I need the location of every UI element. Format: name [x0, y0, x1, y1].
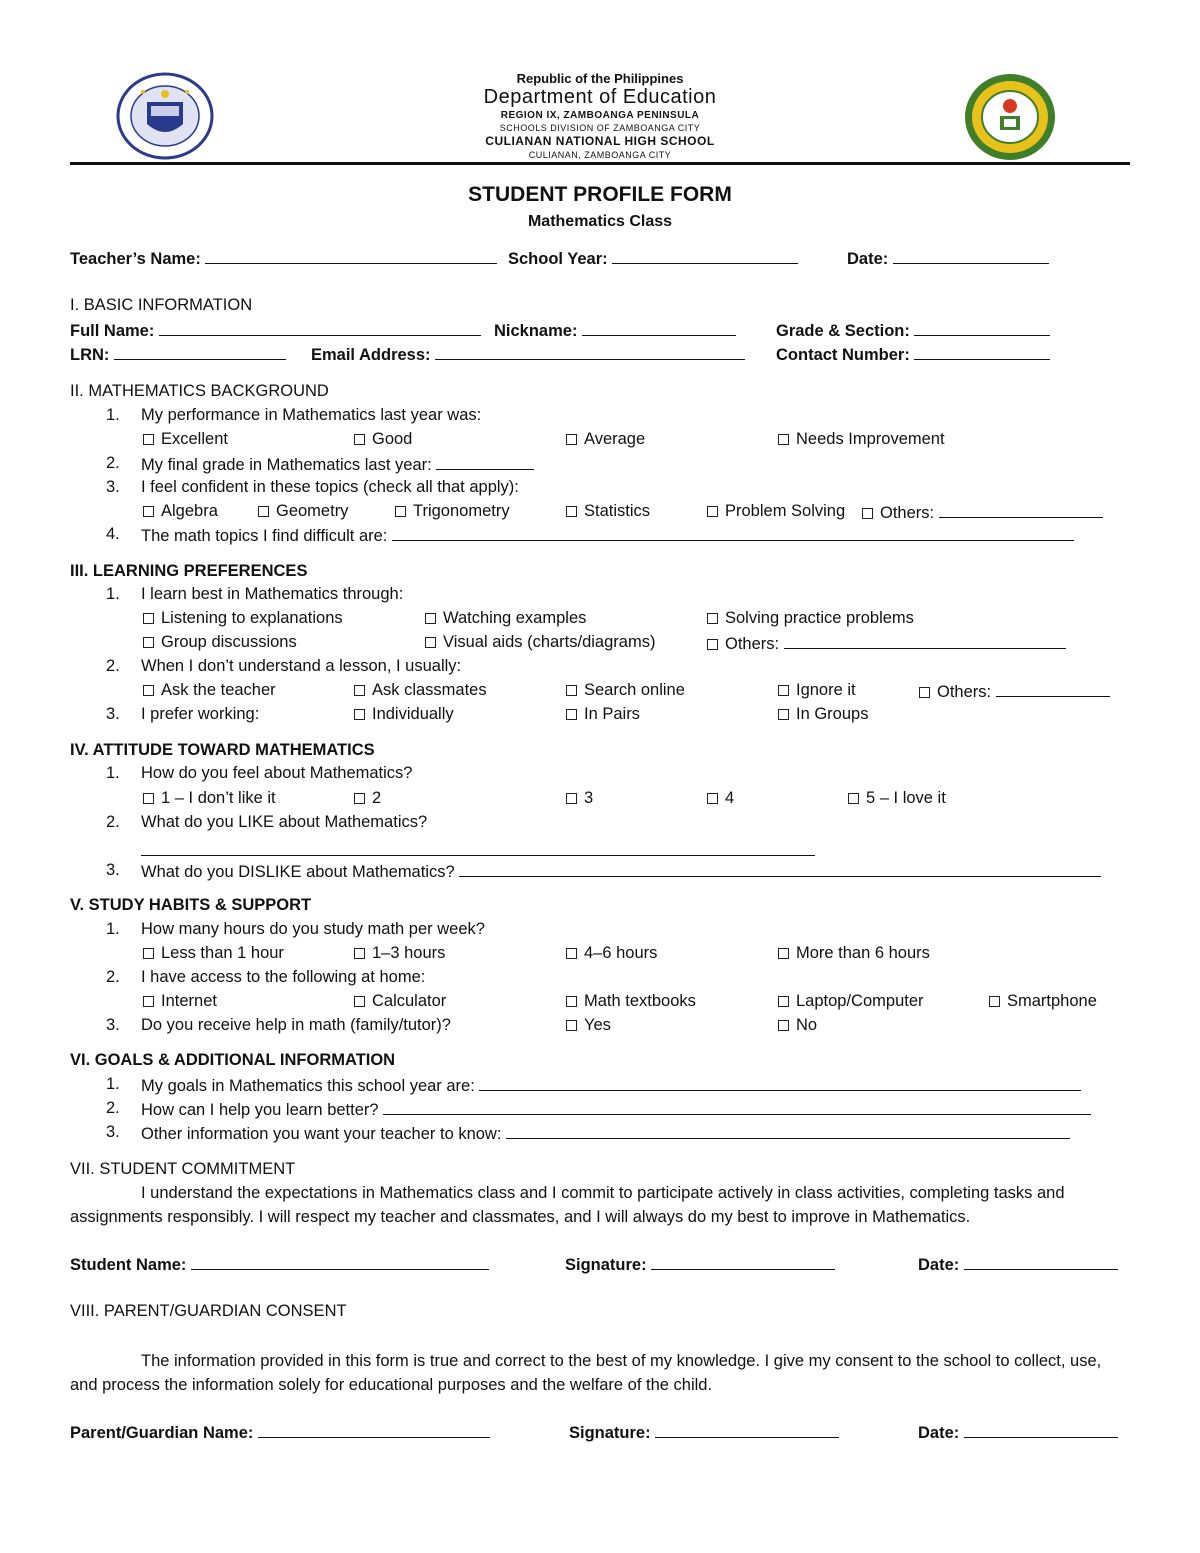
- checkbox-search-online[interactable]: [566, 681, 685, 700]
- checkbox-learning-others[interactable]: [707, 633, 1066, 654]
- s4-q3-text: What do you DISLIKE about Mathematics?: [141, 863, 455, 881]
- student-date-field[interactable]: [918, 1254, 1118, 1275]
- teacher-name-label: Teacher’s Name:: [70, 250, 201, 268]
- checkbox-excellent[interactable]: [143, 430, 228, 449]
- s5-q1-text: How many hours do you study math per week?: [141, 920, 485, 938]
- checkbox-good[interactable]: [354, 430, 412, 449]
- section-7-heading: VII. STUDENT COMMITMENT: [70, 1160, 296, 1178]
- item-number: 3.: [106, 478, 120, 496]
- option-label: Internet: [161, 992, 217, 1010]
- dislike-field[interactable]: [141, 861, 1101, 882]
- nickname-label: Nickname:: [494, 322, 578, 340]
- option-label: More than 6 hours: [796, 944, 930, 962]
- checkbox-rating-4[interactable]: [707, 789, 734, 808]
- checkbox-in-groups[interactable]: [778, 705, 868, 724]
- section-8-heading: VIII. PARENT/GUARDIAN CONSENT: [70, 1302, 347, 1320]
- option-label: Trigonometry: [413, 502, 510, 520]
- option-label: Ask classmates: [372, 681, 487, 699]
- item-number: 1.: [106, 1075, 120, 1093]
- full-name-field[interactable]: [70, 320, 481, 341]
- item-number: 2.: [106, 1099, 120, 1117]
- option-label: Yes: [584, 1016, 611, 1034]
- checkbox-4-6-hours[interactable]: [566, 944, 657, 963]
- checkbox-icon: [778, 685, 789, 696]
- checkbox-icon: [566, 434, 577, 445]
- checkbox-icon: [143, 793, 154, 804]
- option-label: Problem Solving: [725, 502, 846, 520]
- checkbox-icon: [862, 508, 873, 519]
- option-label: 5 – I love it: [866, 789, 946, 807]
- checkbox-icon: [566, 506, 577, 517]
- checkbox-trigonometry[interactable]: [395, 502, 510, 521]
- checkbox-in-pairs[interactable]: [566, 705, 640, 724]
- checkbox-icon: [354, 948, 365, 959]
- item-number: 1.: [106, 764, 120, 782]
- checkbox-icon: [566, 709, 577, 720]
- checkbox-ignore-it[interactable]: [778, 681, 856, 700]
- lrn-label: LRN:: [70, 346, 110, 364]
- option-label: Group discussions: [161, 633, 297, 651]
- checkbox-rating-5[interactable]: [848, 789, 946, 808]
- student-date-label: Date:: [918, 1256, 960, 1274]
- checkbox-rating-1[interactable]: [143, 789, 276, 808]
- option-label: Excellent: [161, 430, 228, 448]
- full-name-label: Full Name:: [70, 322, 155, 340]
- option-label: 4: [725, 789, 735, 807]
- goals-field[interactable]: [141, 1075, 1081, 1096]
- checkbox-help-yes[interactable]: [566, 1016, 611, 1035]
- option-label: Needs Improvement: [796, 430, 945, 448]
- item-number: 2.: [106, 968, 120, 986]
- item-number: 3.: [106, 1016, 120, 1034]
- section-4-heading: IV. ATTITUDE TOWARD MATHEMATICS: [70, 741, 375, 759]
- option-label: Watching examples: [443, 609, 587, 627]
- checkbox-icon: [354, 685, 365, 696]
- consent-text: The information provided in this form is true and correct to the best of my knowledge. I give my consent to the school to collect, use, and process the information solely for educational purposes and the welfare of the child.: [70, 1352, 1102, 1394]
- checkbox-topics-others[interactable]: [862, 502, 1103, 523]
- checkbox-icon: [425, 613, 436, 624]
- parent-name-field[interactable]: [70, 1422, 490, 1443]
- commitment-text: I understand the expectations in Mathematics class and I commit to participate actively in class activities, completing tasks and assignments responsibly. I will respect my teacher and classmates, and I will always do my best to improve in Mathematics.: [70, 1184, 1065, 1226]
- item-number: 1.: [106, 406, 120, 424]
- header-address: CULIANAN, ZAMBOANGA CITY: [528, 150, 672, 160]
- checkbox-icon: [143, 637, 154, 648]
- checkbox-more-than-6-hours[interactable]: [778, 944, 930, 963]
- other-info-field[interactable]: [141, 1123, 1070, 1144]
- section-3-heading: III. LEARNING PREFERENCES: [70, 562, 308, 580]
- checkbox-icon: [566, 996, 577, 1007]
- checkbox-average[interactable]: [566, 430, 645, 449]
- header-divider: [70, 162, 1130, 165]
- parent-date-field[interactable]: [918, 1422, 1118, 1443]
- checkbox-math-textbooks[interactable]: [566, 992, 696, 1011]
- checkbox-icon: [778, 1020, 789, 1031]
- header-school: CULIANAN NATIONAL HIGH SCHOOL: [485, 134, 715, 148]
- student-name-field[interactable]: [70, 1254, 489, 1275]
- option-label: 2: [372, 789, 382, 807]
- checkbox-less-than-1-hour[interactable]: [143, 944, 284, 963]
- option-label: 4–6 hours: [584, 944, 658, 962]
- checkbox-icon: [989, 996, 1000, 1007]
- student-signature-label: Signature:: [565, 1256, 647, 1274]
- checkbox-icon: [258, 506, 269, 517]
- option-label: Others:: [725, 635, 780, 653]
- parent-signature-label: Signature:: [569, 1424, 651, 1442]
- contact-number-label: Contact Number:: [776, 346, 910, 364]
- option-label: Individually: [372, 705, 454, 723]
- section-2-heading: II. MATHEMATICS BACKGROUND: [70, 382, 329, 400]
- checkbox-rating-2[interactable]: [354, 789, 381, 808]
- page-title: STUDENT PROFILE FORM: [468, 183, 732, 206]
- checkbox-icon: [143, 685, 154, 696]
- checkbox-icon: [354, 996, 365, 1007]
- option-label: 1–3 hours: [372, 944, 446, 962]
- option-label: Smartphone: [1007, 992, 1097, 1010]
- item-number: 1.: [106, 585, 120, 603]
- checkbox-ask-classmates[interactable]: [354, 681, 487, 700]
- header-republic: Republic of the Philippines: [516, 71, 684, 86]
- checkbox-icon: [143, 613, 154, 624]
- header-division: SCHOOLS DIVISION OF ZAMBOANGA CITY: [499, 123, 701, 133]
- difficult-topics-field[interactable]: [141, 525, 1074, 546]
- page-subtitle: Mathematics Class: [527, 213, 673, 230]
- grade-section-field[interactable]: [776, 320, 1050, 341]
- option-label: Ignore it: [796, 681, 856, 699]
- option-label: Solving practice problems: [725, 609, 914, 627]
- school-year-label: School Year:: [508, 250, 608, 268]
- nickname-field[interactable]: [494, 320, 736, 341]
- checkbox-icon: [707, 613, 718, 624]
- parent-name-label: Parent/Guardian Name:: [70, 1424, 254, 1442]
- s2-q2-text: My final grade in Mathematics last year:: [141, 456, 432, 474]
- checkbox-icon: [354, 793, 365, 804]
- final-grade-field[interactable]: [141, 454, 534, 475]
- checkbox-needs-improvement[interactable]: [778, 430, 945, 449]
- option-label: No: [796, 1016, 818, 1034]
- lrn-field[interactable]: [70, 344, 286, 365]
- s6-q3-text: Other information you want your teacher to know:: [141, 1125, 502, 1143]
- checkbox-practice-problems[interactable]: [707, 609, 914, 628]
- student-name-label: Student Name:: [70, 1256, 187, 1274]
- checkbox-rating-3[interactable]: [566, 789, 593, 808]
- checkbox-calculator[interactable]: [354, 992, 446, 1011]
- checkbox-group-discussions[interactable]: [143, 633, 297, 652]
- top-date-field[interactable]: [847, 248, 1049, 269]
- checkbox-icon: [848, 793, 859, 804]
- checkbox-icon: [707, 506, 718, 517]
- option-label: In Groups: [796, 705, 869, 723]
- option-label: Visual aids (charts/diagrams): [443, 633, 656, 651]
- contact-number-field[interactable]: [776, 344, 1050, 365]
- option-label: 3: [584, 789, 594, 807]
- checkbox-watching-examples[interactable]: [425, 609, 586, 628]
- s6-q2-text: How can I help you learn better?: [141, 1101, 379, 1119]
- header-region: REGION IX, ZAMBOANGA PENINSULA: [500, 110, 700, 121]
- email-field[interactable]: [311, 344, 745, 365]
- option-label: Good: [372, 430, 413, 448]
- checkbox-individually[interactable]: [354, 705, 454, 724]
- student-signature-field[interactable]: [565, 1254, 835, 1275]
- option-label: Geometry: [276, 502, 349, 520]
- option-label: Average: [584, 430, 646, 448]
- s2-q3-text: I feel confident in these topics (check all that apply):: [141, 478, 519, 496]
- option-label: Ask the teacher: [161, 681, 276, 699]
- s3-q3-text: I prefer working:: [141, 705, 260, 723]
- checkbox-visual-aids[interactable]: [425, 633, 655, 652]
- s2-q4-text: The math topics I find difficult are:: [141, 527, 388, 545]
- option-label: Algebra: [161, 502, 218, 520]
- item-number: 1.: [106, 920, 120, 938]
- s4-q2-text: What do you LIKE about Mathematics?: [141, 813, 428, 831]
- checkbox-icon: [566, 685, 577, 696]
- option-label: Search online: [584, 681, 685, 699]
- checkbox-icon: [707, 793, 718, 804]
- option-label: Math textbooks: [584, 992, 696, 1010]
- checkbox-icon: [566, 1020, 577, 1031]
- checkbox-icon: [919, 687, 930, 698]
- email-label: Email Address:: [311, 346, 431, 364]
- s2-q1-text: My performance in Mathematics last year was:: [141, 406, 482, 424]
- like-answer-line[interactable]: [141, 840, 815, 856]
- checkbox-icon: [143, 506, 154, 517]
- checkbox-icon: [354, 434, 365, 445]
- checkbox-help-no[interactable]: [778, 1016, 817, 1035]
- checkbox-listening[interactable]: [143, 609, 343, 628]
- checkbox-icon: [143, 434, 154, 445]
- option-label: Others:: [880, 504, 935, 522]
- checkbox-icon: [566, 948, 577, 959]
- checkbox-icon: [707, 639, 718, 650]
- school-year-field[interactable]: [508, 248, 798, 269]
- option-label: Laptop/Computer: [796, 992, 924, 1010]
- checkbox-laptop-computer[interactable]: [778, 992, 924, 1011]
- item-number: 3.: [106, 1123, 120, 1141]
- item-number: 2.: [106, 454, 120, 472]
- section-5-heading: V. STUDY HABITS & SUPPORT: [70, 896, 312, 914]
- checkbox-icon: [395, 506, 406, 517]
- s5-q2-text: I have access to the following at home:: [141, 968, 426, 986]
- s4-q1-text: How do you feel about Mathematics?: [141, 764, 413, 782]
- option-label: Less than 1 hour: [161, 944, 284, 962]
- checkbox-icon: [778, 709, 789, 720]
- item-number: 3.: [106, 861, 120, 879]
- checkbox-internet[interactable]: [143, 992, 217, 1011]
- item-number: 3.: [106, 705, 120, 723]
- section-1-heading: I. BASIC INFORMATION: [70, 296, 253, 314]
- checkbox-problem-solving[interactable]: [707, 502, 845, 521]
- item-number: 2.: [106, 657, 120, 675]
- checkbox-icon: [566, 793, 577, 804]
- s5-q3-text: Do you receive help in math (family/tutor)?: [141, 1016, 451, 1034]
- option-label: Listening to explanations: [161, 609, 343, 627]
- header-department: Department of Education: [483, 86, 717, 108]
- parent-date-label: Date:: [918, 1424, 960, 1442]
- checkbox-icon: [778, 434, 789, 445]
- s6-q1-text: My goals in Mathematics this school year are:: [141, 1077, 475, 1095]
- checkbox-icon: [778, 948, 789, 959]
- checkbox-geometry[interactable]: [258, 502, 348, 521]
- s3-q2-text: When I don’t understand a lesson, I usually:: [141, 657, 462, 675]
- checkbox-algebra[interactable]: [143, 502, 218, 521]
- checkbox-smartphone[interactable]: [989, 992, 1097, 1011]
- checkbox-icon: [425, 637, 436, 648]
- top-date-label: Date:: [847, 250, 889, 268]
- checkbox-statistics[interactable]: [566, 502, 650, 521]
- help-learn-field[interactable]: [141, 1099, 1091, 1120]
- item-number: 4.: [106, 525, 120, 543]
- option-label: Calculator: [372, 992, 447, 1010]
- teacher-name-field[interactable]: [70, 248, 497, 269]
- grade-section-label: Grade & Section:: [776, 322, 910, 340]
- item-number: 2.: [106, 813, 120, 831]
- option-label: Statistics: [584, 502, 651, 520]
- section-6-heading: VI. GOALS & ADDITIONAL INFORMATION: [70, 1051, 396, 1069]
- option-label: 1 – I don’t like it: [161, 789, 276, 807]
- checkbox-icon: [354, 709, 365, 720]
- option-label: In Pairs: [584, 705, 640, 723]
- option-label: Others:: [937, 683, 992, 701]
- s3-q1-text: I learn best in Mathematics through:: [141, 585, 404, 603]
- parent-signature-field[interactable]: [569, 1422, 839, 1443]
- checkbox-icon: [143, 948, 154, 959]
- checkbox-ask-teacher[interactable]: [143, 681, 276, 700]
- checkbox-understand-others[interactable]: [919, 681, 1110, 702]
- checkbox-icon: [143, 996, 154, 1007]
- checkbox-1-3-hours[interactable]: [354, 944, 445, 963]
- checkbox-icon: [778, 996, 789, 1007]
